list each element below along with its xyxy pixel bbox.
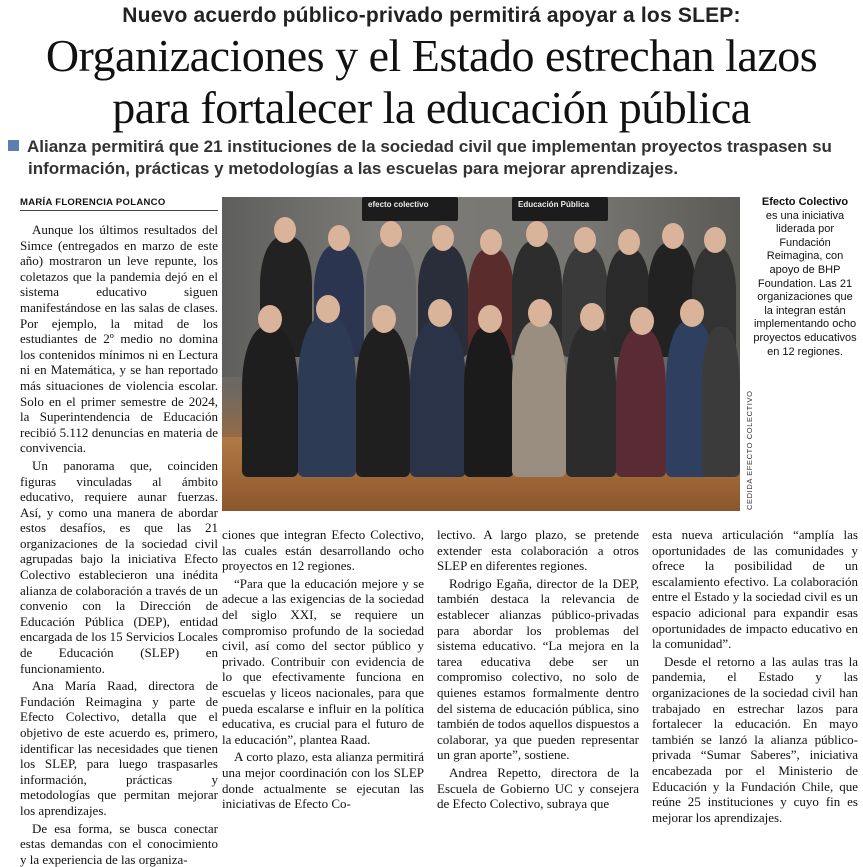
paragraph: Andrea Repetto, directora de la Escuela de Gobierno UC y consejera de Efecto Colectivo, subraya que xyxy=(437,764,639,812)
person-silhouette xyxy=(702,327,740,477)
sidebar-box xyxy=(752,196,858,359)
body-column-3 xyxy=(437,527,639,812)
paragraph: ciones que integran Efecto Colectivo, las cuales están desarrollando ocho proyectos en 12 regiones. xyxy=(222,527,424,574)
person-silhouette xyxy=(356,327,410,477)
person-head xyxy=(480,229,502,255)
paragraph: A corto plazo, esta alianza permitirá una mejor coordinación con los SLEP donde actualmente se ejecutan las iniciativas de Efecto Co- xyxy=(222,749,424,812)
person-head xyxy=(380,221,402,247)
paragraph: Desde el retorno a las aulas tras la pandemia, el Estado y las organizaciones de la sociedad civil han trabajado en estrechar lazos para fortalecer la educación. En mayo también se lanzó la alianza público-privada “Sumar Saberes”, iniciativa encabezada por el Ministerio de Educación y la Fundación Chile, que reúne 25 instituciones y cuyo fin es mejorar los aprendizajes. xyxy=(652,653,858,825)
paragraph: Rodrigo Egaña, director de la DEP, también destaca la relevancia de establecer alianzas público-privadas para abordar los problemas del sistema educativo. “La mejora en la tarea educativa debe ser un compromiso colectivo, no solo de quienes estamos formalmente dentro del sistema de educación pública, sino también de todos aquellos dispuestos a colaborar, ya que pueden representar un gran aporte”, sostiene. xyxy=(437,575,639,763)
person-head xyxy=(662,223,684,249)
deck-text-1: Alianza permitirá que 21 instituciones de la sociedad civil que implementan proyectos traspasen su xyxy=(27,137,832,156)
person-silhouette xyxy=(464,327,514,477)
person-silhouette xyxy=(242,327,298,477)
paragraph: “Para que la educación mejore y se adecue a las exigencias de la sociedad del siglo XXI, se requiere un compromiso profundo de la sociedad civil, así como del sector público y privado. Contribuir con evidencia de lo que efectivamente funciona en escuelas y liceos nacionales, para que pueda escalarse e influir en la política educativa, es crucial para el futuro de la educación”, plantea Raad. xyxy=(222,575,424,747)
paragraph: De esa forma, se busca conectar estas demandas con el conocimiento y la experiencia de las organiza- xyxy=(20,820,218,867)
kicker: Nuevo acuerdo público-privado permitirá apoyar a los SLEP: xyxy=(122,4,741,27)
person-head xyxy=(680,299,704,327)
paragraph: Ana María Raad, directora de Fundación Reimagina y parte de Efecto Colectivo, detalla que el objetivo de este acuerdo es, primero, identificar las necesidades que tienen los SLEP, para luego traspasarles información, prácticas y metodologías que permitan mejorar los aprendizajes. xyxy=(20,678,218,818)
group-photo xyxy=(222,197,740,511)
headline-line-2: para fortalecer la educación pública xyxy=(112,82,751,133)
paragraph: Un panorama que, coinciden figuras vinculadas al ámbito educativo, requiere aunar fuerzas. Así, y como una manera de abordar estos desafíos, es que las 21 organizaciones de la sociedad civil agrupadas bajo la iniciativa Efecto Colectivo establecieron una inédita alianza de colaboración a través de un convenio con la Dirección de Educación Pública (DEP), entidad encargada de los 15 Servicios Locales de Educación (SLEP) en funcionamiento. xyxy=(20,457,218,676)
paragraph: lectivo. A largo plazo, se pretende extender esta colaboración a otros SLEP en diferentes regiones. xyxy=(437,527,639,574)
body-column-2 xyxy=(222,527,424,812)
person-head xyxy=(528,299,552,327)
person-head xyxy=(478,305,502,333)
person-head xyxy=(704,227,726,253)
person-head xyxy=(258,305,282,333)
headline xyxy=(0,30,863,134)
person-head xyxy=(580,303,604,331)
deck xyxy=(8,136,858,180)
person-silhouette xyxy=(512,321,566,477)
photo-banner-right xyxy=(512,197,608,221)
person-head xyxy=(372,305,396,333)
banner-right-text: Educación Pública xyxy=(518,200,590,209)
person-head xyxy=(432,225,454,251)
bullet-square-icon xyxy=(8,140,19,151)
deck-line-2: información, prácticas y metodologías a las escuelas para mejorar aprendizajes. xyxy=(28,159,679,178)
person-head xyxy=(328,225,350,251)
deck-line-1 xyxy=(8,136,858,158)
paragraph: Aunque los últimos resultados del Simce (entregados en marzo de este año) mostraron un leve repunte, los coletazos que la pandemia dejó en el sistema educativo siguen manifestándose en las salas de clases. Por ejemplo, la mitad de los estudiantes de 2º medio no domina los contenidos mínimos ni en Lectura ni en Matemática, y se han reportado más situaciones de violencia escolar. Solo en el primer semestre de 2024, la Superintendencia de Educación recibió 5.112 denuncias en materia de convivencia. xyxy=(20,222,218,456)
person-silhouette xyxy=(410,321,466,477)
person-head xyxy=(274,217,296,243)
person-head xyxy=(630,307,654,335)
sidebar-body: es una iniciativa liderada por Fundación Reimagina, con apoyo de BHP Foundation. Las 21 organizaciones que la integran están implementando ocho proyectos educativos en 12 regiones. xyxy=(753,209,857,358)
sidebar-title: Efecto Colectivo xyxy=(761,196,849,208)
person-head xyxy=(428,299,452,327)
person-silhouette xyxy=(616,329,666,477)
person-silhouette xyxy=(566,325,616,477)
banner-left-text: efecto colectivo xyxy=(368,200,429,209)
person-head xyxy=(316,295,340,323)
body-column-4 xyxy=(652,527,858,825)
person-head xyxy=(526,221,548,247)
paragraph: esta nueva articulación “amplía las oportunidades de las comunidades y ofrece la posibilidad de un escalamiento efectivo. La colaboración entre el Estado y la sociedad civil es un espacio adicional para expandir esas oportunidades de impacto educativo en la comunidad”. xyxy=(652,527,858,652)
person-head xyxy=(574,227,596,253)
person-head xyxy=(618,229,640,255)
photo-banner-left xyxy=(362,197,458,221)
body-column-1 xyxy=(20,222,218,867)
headline-line-1: Organizaciones y el Estado estrechan lazos xyxy=(45,30,818,81)
byline: MARÍA FLORENCIA POLANCO xyxy=(20,197,218,211)
photo-credit: CEDIDA EFECTO COLECTIVO xyxy=(745,390,754,510)
person-silhouette xyxy=(298,317,356,477)
